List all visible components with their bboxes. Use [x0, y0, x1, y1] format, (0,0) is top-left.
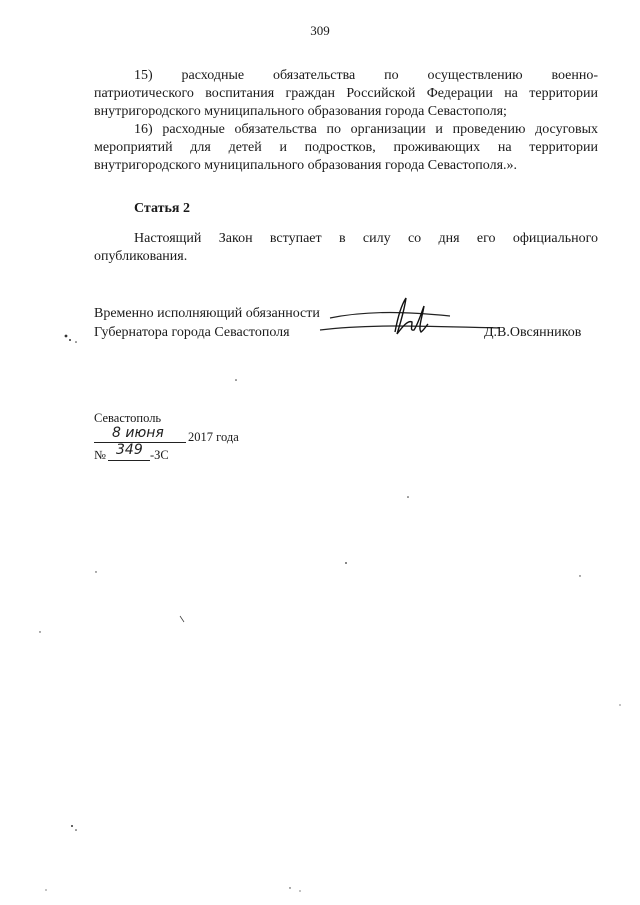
text-line: внутригородского муниципального образования города Севастополя; — [94, 104, 507, 119]
text-line: мероприятий для детей и подростков, проживающих на территории — [94, 140, 598, 155]
text-line: опубликования. — [94, 249, 188, 264]
text-line: 15) расходные обязательства по осуществлению военно- — [134, 68, 598, 83]
text-line: внутригородского муниципального образования города Севастополя.». — [94, 158, 518, 173]
article-heading: Статья 2 — [134, 201, 190, 216]
signatory-position-line1: Временно исполняющий обязанности — [94, 306, 320, 321]
signatory-position-line2: Губернатора города Севастополя — [94, 325, 290, 340]
text-line: Настоящий Закон вступает в силу со дня его официального — [134, 231, 598, 246]
date-year: 2017 года — [188, 430, 239, 444]
page-number: 309 — [310, 23, 330, 38]
handwritten-number: 349 — [116, 442, 143, 458]
text-line: 16) расходные обязательства по организации и проведению досуговых — [134, 122, 598, 137]
number-prefix: № — [94, 448, 106, 462]
signatory-name: Д.В.Овсянников — [484, 325, 582, 340]
text-line: патриотического воспитания граждан Российской Федерации на территории — [94, 86, 598, 101]
place-name: Севастополь — [94, 411, 162, 425]
handwritten-date: 8 июня — [112, 425, 164, 441]
number-suffix: -ЗС — [150, 448, 169, 462]
